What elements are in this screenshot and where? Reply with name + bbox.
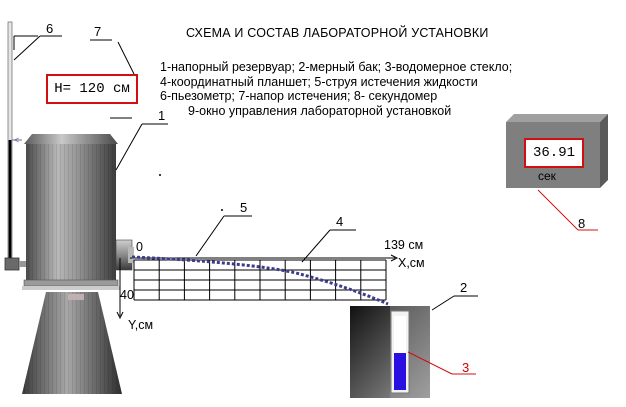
control-window-dot — [159, 174, 161, 176]
callout-2: 2 — [460, 280, 468, 295]
grid-x-max-label: 139 см — [384, 238, 424, 252]
piezometer-leader — [14, 36, 40, 60]
measuring-tank — [350, 306, 430, 398]
head-readout: H= 120 см — [46, 74, 138, 104]
legend-line-4: 9-окно управления лабораторной установкой — [188, 103, 452, 118]
grid-y-max-label: 40 — [120, 288, 134, 302]
outlet-nozzle — [116, 240, 134, 270]
legend-line-2: 4-координатный планшет; 5-струя истечения жидкости — [160, 74, 478, 89]
reservoir-stand — [22, 292, 122, 394]
stopwatch-display: 36.91 — [524, 138, 584, 168]
callout-7: 7 — [94, 24, 102, 39]
water-level — [394, 353, 406, 390]
callout-6: 6 — [46, 21, 54, 36]
svg-text:<: < — [14, 135, 20, 145]
legend-line-1: 1-напорный резервуар; 2-мерный бак; 3-водомерное стекло; — [160, 60, 513, 74]
piezometer — [5, 22, 29, 270]
callout-4: 4 — [336, 214, 344, 229]
diagram-title: СХЕМА И СОСТАВ ЛАБОРАТОРНОЙ УСТАНОВКИ — [186, 26, 489, 40]
callout-5: 5 — [240, 200, 248, 215]
callout-1: 1 — [158, 108, 166, 123]
pressure-reservoir — [22, 134, 120, 290]
callout-leaders-red — [408, 190, 598, 374]
grid-origin-label: 0 — [136, 240, 143, 254]
legend — [160, 60, 512, 118]
y-axis-label: Y,см — [128, 318, 154, 332]
callout-8: 8 — [578, 216, 586, 231]
grid-marker-dot — [221, 209, 223, 211]
stopwatch-unit: сек — [538, 169, 556, 183]
x-axis-label: X,см — [398, 256, 425, 270]
coordinate-grid — [134, 260, 386, 300]
legend-line-3: 6-пьезометр; 7-напор истечения; 8- секундомер — [160, 89, 438, 104]
water-gauge-glass — [391, 311, 409, 393]
callout-3: 3 — [462, 360, 470, 375]
